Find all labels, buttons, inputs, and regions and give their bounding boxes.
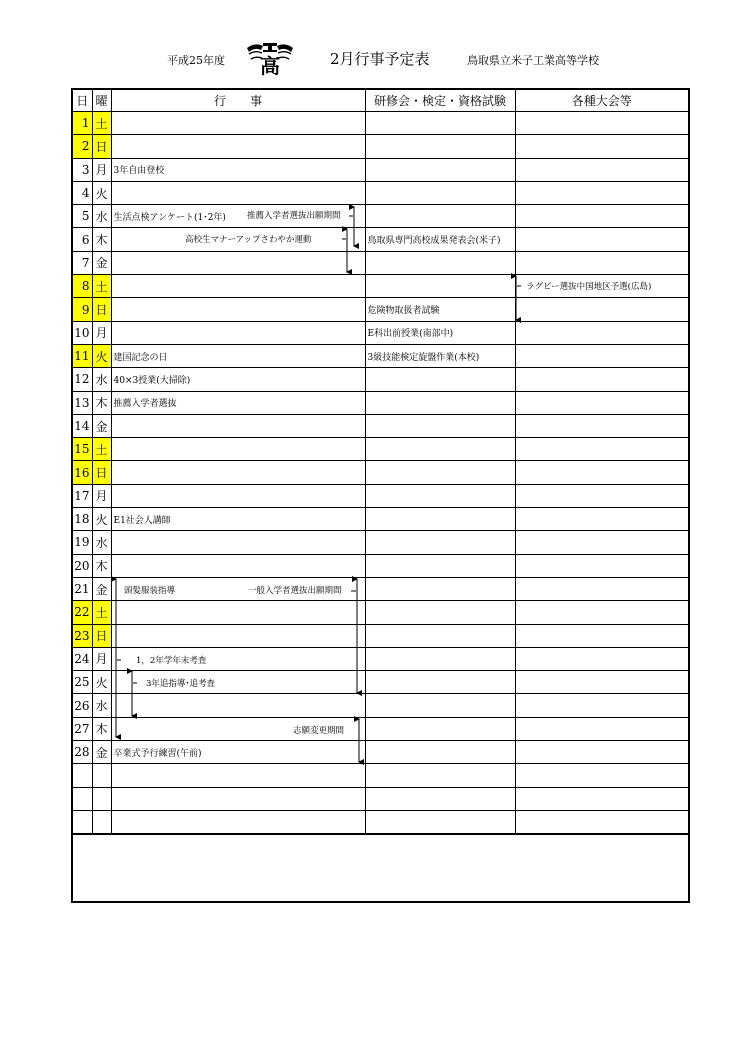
day-cell: 2 bbox=[72, 135, 92, 158]
day-cell: 21 bbox=[72, 577, 92, 600]
col-day-header: 日 bbox=[72, 89, 92, 112]
training-cell: E科出前授業(南部中) bbox=[365, 321, 515, 344]
weekday-cell: 木 bbox=[92, 228, 111, 251]
event-cell: 3年自由登校 bbox=[111, 158, 365, 181]
annotation-manner-campaign: 高校生マナーアップさわやか運動 bbox=[185, 235, 312, 245]
weekday-cell: 土 bbox=[92, 438, 111, 461]
event-cell: 卒業式予行練習(午前) bbox=[111, 741, 365, 764]
page-title: 2月行事予定表 bbox=[330, 50, 430, 68]
day-cell: 5 bbox=[72, 205, 92, 228]
annotation-recommend-application: 推薦入学者選抜出願期間 bbox=[247, 211, 341, 221]
day-cell: 14 bbox=[72, 414, 92, 437]
fiscal-year-label: 平成25年度 bbox=[167, 54, 225, 67]
weekday-cell: 火 bbox=[92, 181, 111, 204]
event-cell: 40×3授業(大掃除) bbox=[111, 368, 365, 391]
day-cell: 10 bbox=[72, 321, 92, 344]
col-events-header: 行 事 bbox=[111, 89, 365, 112]
day-cell: 15 bbox=[72, 438, 92, 461]
day-cell: 11 bbox=[72, 344, 92, 367]
weekday-cell: 日 bbox=[92, 461, 111, 484]
day-cell: 13 bbox=[72, 391, 92, 414]
weekday-cell: 木 bbox=[92, 391, 111, 414]
annotation-dress-check: 頭髪服装指導 bbox=[124, 586, 176, 596]
weekday-cell: 水 bbox=[92, 694, 111, 717]
day-cell: 1 bbox=[72, 112, 92, 135]
weekday-cell: 月 bbox=[92, 484, 111, 507]
col-training-header: 研修会・検定・資格試験 bbox=[365, 89, 515, 112]
day-cell: 8 bbox=[72, 275, 92, 298]
weekday-cell: 火 bbox=[92, 344, 111, 367]
col-weekday-header: 曜 bbox=[92, 89, 111, 112]
weekday-cell: 月 bbox=[92, 647, 111, 670]
weekday-cell: 金 bbox=[92, 251, 111, 274]
logo-text: 高 bbox=[260, 54, 280, 76]
annotation-rugby: ラグビー選抜中国地区予選(広島) bbox=[526, 282, 652, 292]
day-cell: 25 bbox=[72, 671, 92, 694]
school-name: 鳥取県立米子工業高等学校 bbox=[467, 54, 599, 67]
weekday-cell: 金 bbox=[92, 577, 111, 600]
weekday-cell: 土 bbox=[92, 601, 111, 624]
day-cell: 12 bbox=[72, 368, 92, 391]
annotation-general-application: 一般入学者選抜出願期間 bbox=[248, 586, 342, 596]
weekday-cell: 火 bbox=[92, 508, 111, 531]
event-cell: 生活点検アンケート(1･2年) bbox=[111, 205, 365, 228]
weekday-cell: 水 bbox=[92, 368, 111, 391]
day-cell: 28 bbox=[72, 741, 92, 764]
day-cell: 18 bbox=[72, 508, 92, 531]
event-cell: 推薦入学者選抜 bbox=[111, 391, 365, 414]
weekday-cell: 水 bbox=[92, 531, 111, 554]
event-cell: 建国記念の日 bbox=[111, 344, 365, 367]
day-cell: 19 bbox=[72, 531, 92, 554]
day-cell: 26 bbox=[72, 694, 92, 717]
day-cell: 16 bbox=[72, 461, 92, 484]
weekday-cell: 木 bbox=[92, 554, 111, 577]
day-cell: 24 bbox=[72, 647, 92, 670]
weekday-cell: 金 bbox=[92, 414, 111, 437]
training-cell: 3級技能検定旋盤作業(本校) bbox=[365, 344, 515, 367]
weekday-cell: 日 bbox=[92, 298, 111, 321]
day-cell: 9 bbox=[72, 298, 92, 321]
weekday-cell: 土 bbox=[92, 275, 111, 298]
day-cell: 4 bbox=[72, 181, 92, 204]
day-cell: 3 bbox=[72, 158, 92, 181]
day-cell: 22 bbox=[72, 601, 92, 624]
weekday-cell: 火 bbox=[92, 671, 111, 694]
annotation-makeup-exam: 3年追指導･追考査 bbox=[146, 679, 216, 689]
annotation-year-end-exam: 1，2年学年末考査 bbox=[136, 656, 207, 666]
day-cell: 27 bbox=[72, 717, 92, 740]
col-tournaments-header: 各種大会等 bbox=[515, 89, 689, 112]
weekday-cell: 土 bbox=[92, 112, 111, 135]
weekday-cell: 日 bbox=[92, 624, 111, 647]
day-cell: 17 bbox=[72, 484, 92, 507]
weekday-cell: 月 bbox=[92, 321, 111, 344]
day-cell: 6 bbox=[72, 228, 92, 251]
weekday-cell: 木 bbox=[92, 717, 111, 740]
event-cell: E1社会人講師 bbox=[111, 508, 365, 531]
weekday-cell: 日 bbox=[92, 135, 111, 158]
weekday-cell: 水 bbox=[92, 205, 111, 228]
day-cell: 7 bbox=[72, 251, 92, 274]
training-cell: 鳥取県専門高校成果発表会(米子) bbox=[365, 228, 515, 251]
annotation-change-period: 志願変更期間 bbox=[293, 726, 345, 736]
weekday-cell: 月 bbox=[92, 158, 111, 181]
weekday-cell: 金 bbox=[92, 741, 111, 764]
training-cell: 危険物取扱者試験 bbox=[365, 298, 515, 321]
day-cell: 20 bbox=[72, 554, 92, 577]
day-cell: 23 bbox=[72, 624, 92, 647]
